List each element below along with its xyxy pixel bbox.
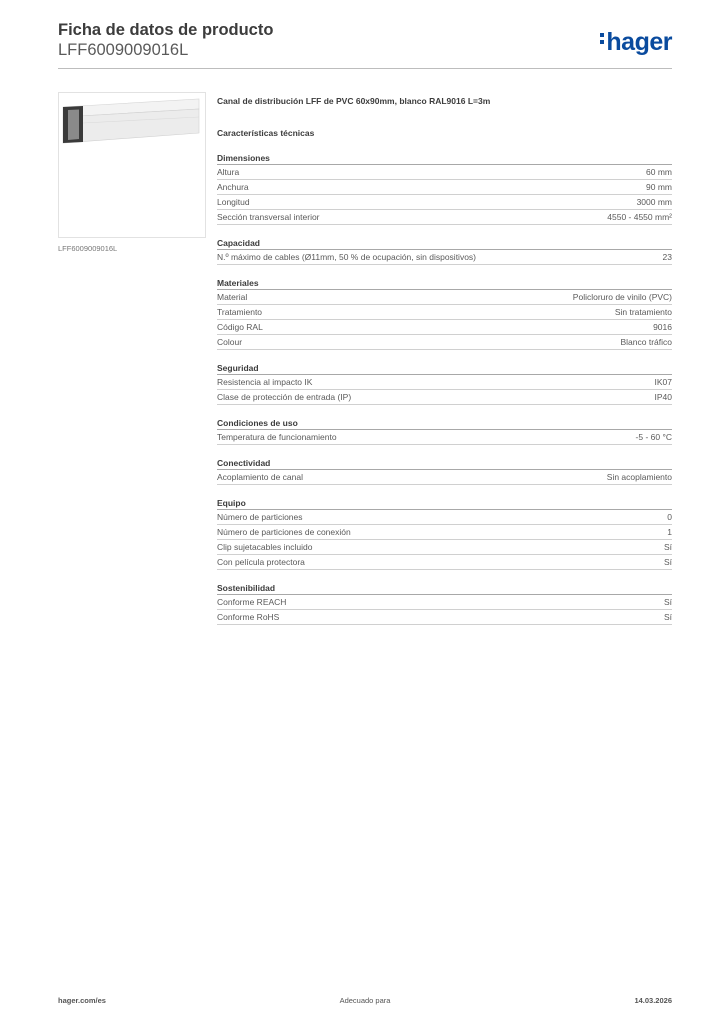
spec-sections xyxy=(217,152,672,625)
section-title: Seguridad xyxy=(217,362,672,375)
spec-row xyxy=(217,595,672,610)
spec-label: Conforme RoHS xyxy=(217,612,280,622)
spec-label: Conforme REACH xyxy=(217,597,287,607)
spec-value: 23 xyxy=(662,252,672,262)
image-caption: LFF6009009016L xyxy=(58,244,118,253)
spec-value: 3000 mm xyxy=(636,197,672,207)
spec-value: 4550 - 4550 mm² xyxy=(607,212,672,222)
spec-label: Con película protectora xyxy=(217,557,305,567)
product-code: LFF6009009016L xyxy=(58,41,189,59)
cable-trunking-icon xyxy=(59,93,205,237)
spec-label: Clase de protección de entrada (IP) xyxy=(217,392,352,402)
spec-section xyxy=(217,457,672,485)
spec-row xyxy=(217,510,672,525)
spec-value: IP40 xyxy=(654,392,672,402)
spec-label: Clip sujetacables incluido xyxy=(217,542,313,552)
characteristics-title: Características técnicas xyxy=(217,128,315,138)
spec-row xyxy=(217,610,672,625)
spec-label: Número de particiones de conexión xyxy=(217,527,351,537)
footer-date: 14.03.2026 xyxy=(634,996,672,1005)
hager-logo xyxy=(600,28,672,57)
section-title: Equipo xyxy=(217,497,672,510)
section-title: Capacidad xyxy=(217,237,672,250)
spec-value: Sin acoplamiento xyxy=(606,472,672,482)
spec-value: Sí xyxy=(663,557,672,567)
spec-section xyxy=(217,277,672,350)
spec-row xyxy=(217,390,672,405)
spec-label: Material xyxy=(217,292,248,302)
spec-row xyxy=(217,335,672,350)
page-footer xyxy=(58,996,672,1008)
spec-row xyxy=(217,430,672,445)
spec-row xyxy=(217,210,672,225)
footer-website: hager.com/es xyxy=(58,996,106,1005)
logo-text: hager xyxy=(606,28,672,56)
spec-row xyxy=(217,320,672,335)
product-title: Canal de distribución LFF de PVC 60x90mm, blanco RAL9016 L=3m xyxy=(217,96,491,106)
product-image xyxy=(58,92,206,238)
spec-value: Sí xyxy=(663,597,672,607)
spec-value: 60 mm xyxy=(646,167,672,177)
spec-row xyxy=(217,525,672,540)
spec-value: 90 mm xyxy=(646,182,672,192)
spec-content xyxy=(217,96,672,625)
spec-label: Sección transversal interior xyxy=(217,212,320,222)
logo-dots-icon xyxy=(600,30,605,47)
header-divider xyxy=(58,68,672,69)
spec-value: Sí xyxy=(663,542,672,552)
spec-row xyxy=(217,195,672,210)
spec-label: Temperatura de funcionamiento xyxy=(217,432,337,442)
spec-value: 0 xyxy=(667,512,672,522)
page-title: Ficha de datos de producto xyxy=(58,21,274,39)
spec-value: IK07 xyxy=(654,377,672,387)
section-title: Condiciones de uso xyxy=(217,417,672,430)
spec-label: Colour xyxy=(217,337,243,347)
spec-section xyxy=(217,237,672,265)
spec-row xyxy=(217,375,672,390)
spec-label: Longitud xyxy=(217,197,250,207)
spec-value: Policloruro de vinilo (PVC) xyxy=(572,292,672,302)
spec-row xyxy=(217,305,672,320)
spec-row xyxy=(217,290,672,305)
spec-section xyxy=(217,497,672,570)
section-title: Materiales xyxy=(217,277,672,290)
spec-row xyxy=(217,470,672,485)
spec-label: Altura xyxy=(217,167,240,177)
spec-label: Anchura xyxy=(217,182,249,192)
footer-center: Adecuado para xyxy=(339,996,391,1005)
spec-row xyxy=(217,180,672,195)
spec-row xyxy=(217,555,672,570)
spec-row xyxy=(217,540,672,555)
spec-section xyxy=(217,582,672,625)
spec-label: Número de particiones xyxy=(217,512,303,522)
section-title: Dimensiones xyxy=(217,152,672,165)
spec-value: 9016 xyxy=(653,322,672,332)
spec-label: N.º máximo de cables (Ø11mm, 50 % de ocupación, sin dispositivos) xyxy=(217,252,477,262)
section-title: Sostenibilidad xyxy=(217,582,672,595)
spec-value: Sí xyxy=(663,612,672,622)
spec-value: 1 xyxy=(667,527,672,537)
spec-label: Resistencia al impacto IK xyxy=(217,377,313,387)
spec-section xyxy=(217,417,672,445)
spec-value: -5 - 60 °C xyxy=(635,432,672,442)
spec-section xyxy=(217,362,672,405)
spec-value: Sin tratamiento xyxy=(614,307,672,317)
spec-label: Código RAL xyxy=(217,322,263,332)
spec-label: Acoplamiento de canal xyxy=(217,472,304,482)
spec-row xyxy=(217,165,672,180)
page-header xyxy=(58,20,672,60)
section-title: Conectividad xyxy=(217,457,672,470)
spec-label: Tratamiento xyxy=(217,307,263,317)
spec-value: Blanco tráfico xyxy=(620,337,672,347)
spec-section xyxy=(217,152,672,225)
spec-row xyxy=(217,250,672,265)
